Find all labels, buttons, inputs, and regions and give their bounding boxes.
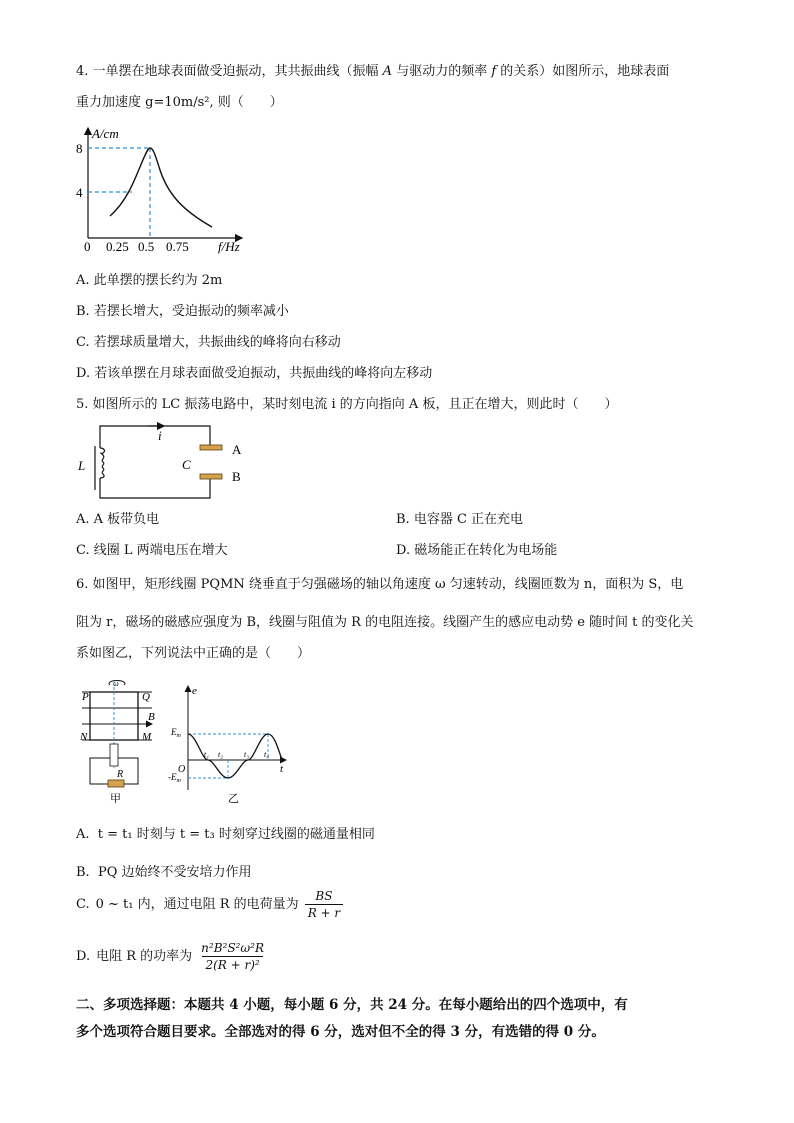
q5-option-a: A. A 板带负电 (76, 512, 160, 527)
q6-stem-line2: 阻为 r，磁场的磁感应强度为 B，线圈与阻值为 R 的电阻连接。线圈产生的感应电动势 e 随时间 t 的变化关 (76, 615, 694, 630)
x-tick-075: 0.75 (166, 239, 189, 254)
q5-option-d: D. 磁场能正在转化为电场能 (396, 543, 558, 558)
resonance-curve (110, 148, 212, 227)
plate-a-label: A (232, 442, 242, 457)
corner-N: N (80, 731, 88, 743)
section2-instructions-line2: 多个选项符合题目要求。全部选对的得 6 分，选对但不全的得 3 分，有选错的得 0 分。 (76, 1024, 605, 1040)
q4-stem-text-c: 的关系）如图所示，地球表面 (496, 64, 670, 79)
negEm-subscript: m (176, 778, 181, 784)
origin-label: O (178, 764, 186, 775)
q6-option-c-label: C. (76, 896, 90, 912)
q6-option-d-label: D. (76, 948, 91, 964)
y-tick-4: 4 (76, 185, 83, 200)
q6-stem-line3: 系如图乙，下列说法中正确的是（ ） (76, 646, 311, 661)
y-tick-8: 8 (76, 141, 83, 156)
q4-option-a: A. 此单摆的摆长约为 2m (76, 273, 223, 288)
figure-yi-caption: 乙 (228, 793, 239, 805)
x-tick-05: 0.5 (138, 239, 155, 254)
Em-main: E (171, 727, 177, 737)
capacitor-label: C (182, 457, 191, 472)
q6-option-b-label: B. (76, 865, 90, 880)
inductor-coil (100, 448, 104, 478)
plate-b-label: B (232, 469, 241, 484)
q6-option-a (76, 826, 375, 844)
q4-option-b: B. 若摆长增大，受迫振动的频率减小 (76, 304, 289, 319)
e-axis-label: e (192, 685, 197, 697)
resistor-label: R (117, 769, 124, 780)
capacitor-plate-a (200, 445, 222, 450)
omega-symbol: ω (113, 679, 119, 688)
field-B-label: B (148, 711, 155, 723)
negEm-main: -E (168, 772, 177, 782)
t2-label: t₂ (218, 750, 224, 759)
corner-Q: Q (142, 691, 150, 703)
rotating-coil-figure (72, 676, 162, 806)
q5-stem: 5. 如图所示的 LC 振荡电路中，某时刻电流 i 的方向指向 A 板，且正在增大，则此时（ ） (76, 397, 618, 412)
section2-instructions-line1: 二、多项选择题：本题共 4 小题，每小题 6 分，共 24 分。在每小题给出的四个选项中，有 (76, 997, 628, 1013)
external-wire-left (90, 758, 110, 784)
figure-jia-caption: 甲 (110, 793, 121, 805)
q4-stem-line1 (76, 63, 669, 81)
q6-option-d (76, 940, 267, 973)
lc-circuit-figure (70, 418, 260, 504)
q6-option-b-text: PQ 边始终不受安培力作用 (97, 865, 252, 880)
q6-option-c (76, 888, 343, 921)
y-axis-label: A/cm (92, 126, 119, 141)
q5-option-c: C. 线圈 L 两端电压在增大 (76, 543, 228, 558)
q4-stem-text-b: 与驱动力的频率 (392, 64, 492, 79)
corner-M: M (142, 731, 152, 743)
x-tick-025: 0.25 (106, 239, 129, 254)
q4-stem-line2: 重力加速度 g=10m/s², 则（ ） (76, 95, 283, 110)
circuit-wire-top (100, 426, 210, 448)
Em-label (170, 727, 182, 739)
t1-label: t₁ (204, 750, 210, 759)
slip-rings (110, 744, 118, 766)
Em-subscript: m (176, 733, 181, 739)
fraction-power (198, 940, 267, 973)
fraction-power-denominator: 2(R + r)² (202, 956, 262, 973)
q4-stem-var-f: f (491, 64, 497, 79)
capacitor-plate-b (200, 474, 222, 479)
x-tick-0: 0 (84, 239, 91, 254)
resonance-curve-figure (70, 120, 260, 255)
fraction-charge-denominator: R + r (305, 904, 343, 921)
resistor-R (108, 780, 124, 787)
q6-option-c-text: 0 ~ t₁ 内，通过电阻 R 的电荷量为 (95, 896, 299, 912)
q6-stem-line1: 6. 如图甲，矩形线圈 PQMN 绕垂直于匀强磁场的轴以角速度 ω 匀速转动，线圈匝数为 n，面积为 S，电 (76, 577, 684, 592)
x-axis-label: f/Hz (218, 239, 240, 254)
q5-option-b: B. 电容器 C 正在充电 (396, 512, 524, 527)
q6-option-d-text: 电阻 R 的功率为 (96, 948, 193, 964)
corner-P: P (82, 691, 89, 703)
q4-option-c: C. 若摆球质量增大，共振曲线的峰将向右移动 (76, 335, 341, 350)
q4-stem-text-a: 4. 一单摆在地球表面做受迫振动，其共振曲线（振幅 (76, 64, 383, 79)
t-axis-label: t (280, 763, 284, 775)
inductor-label: L (78, 458, 86, 473)
q6-option-a-text: t = t₁ 时刻与 t = t₃ 时刻穿过线圈的磁通量相同 (97, 827, 375, 842)
fraction-charge (305, 888, 343, 921)
t4-label: t₄ (264, 750, 270, 759)
fraction-charge-numerator: BS (315, 889, 333, 903)
current-label: i (158, 428, 162, 443)
q6-option-b (76, 864, 252, 882)
q4-stem-var-A: A (382, 64, 393, 79)
fraction-power-numerator: n²B²S²ω²R (201, 941, 264, 955)
emf-time-graph (168, 680, 294, 806)
t3-label: t₃ (244, 750, 250, 759)
q6-option-a-label: A. (76, 827, 90, 842)
q4-option-d: D. 若该单摆在月球表面做受迫振动，共振曲线的峰将向左移动 (76, 366, 433, 381)
circuit-wire-bottom (100, 478, 210, 498)
